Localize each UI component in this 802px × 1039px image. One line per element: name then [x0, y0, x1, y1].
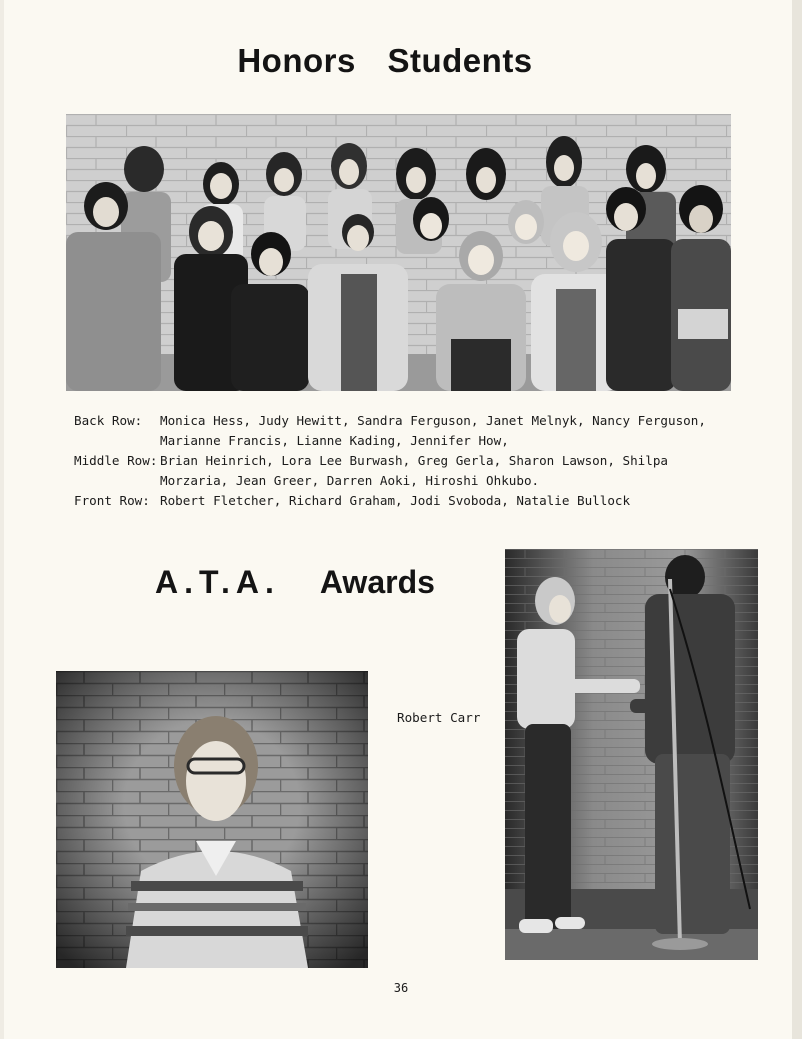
ata-recipient-name: Robert Carr [397, 710, 481, 725]
ata-title-prefix: A.T.A. [155, 564, 280, 600]
ata-recipient-portrait [56, 671, 368, 968]
middle-row-names: Brian Heinrich, Lora Lee Burwash, Greg Gerla, Sharon Lawson, Shilpa Morzaria, Jean Greer, Darren Aoki, Hiroshi Ohkubo. [160, 453, 668, 488]
honors-group-photo [66, 114, 731, 391]
ata-title-suffix: Awards [319, 564, 435, 600]
back-row-names: Monica Hess, Judy Hewitt, Sandra Ferguson, Janet Melnyk, Nancy Ferguson, Marianne Francis, Lianne Kading, Jennifer How, [160, 413, 706, 448]
page-number: 36 [393, 981, 409, 995]
front-row-caption [74, 491, 754, 511]
award-presentation-photo [505, 549, 758, 960]
back-row-caption [74, 411, 754, 451]
front-row-label: Front Row: [74, 493, 150, 508]
front-row-names: Robert Fletcher, Richard Graham, Jodi Svoboda, Natalie Bullock [160, 493, 631, 508]
middle-row-label: Middle Row: [74, 453, 158, 468]
ata-awards-title [155, 564, 435, 601]
page-title: Honors Students [237, 42, 533, 79]
honors-caption [74, 411, 754, 511]
middle-row-caption [74, 451, 754, 491]
back-row-label: Back Row: [74, 413, 143, 428]
